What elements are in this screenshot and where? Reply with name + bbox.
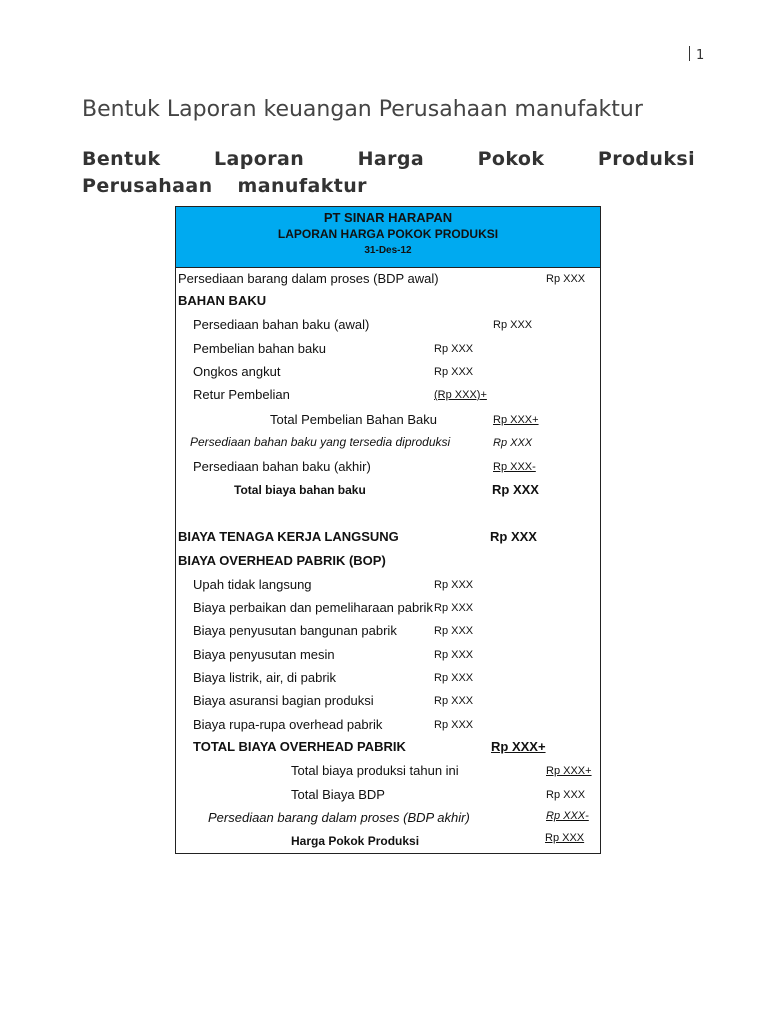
row-label: Persediaan barang dalam proses (BDP awal) [178,271,439,286]
row-label: Biaya listrik, air, di pabrik [193,670,337,685]
row-value: Rp XXX [434,602,474,614]
row-value: Rp XXX [434,579,474,591]
report-title: LAPORAN HARGA POKOK PRODUKSI [277,227,499,241]
row-label: BIAYA TENAGA KERJA LANGSUNG [178,529,399,544]
row-value: Rp XXX+ [491,739,546,754]
row-value: Rp XXX+ [493,414,539,426]
row-label: Biaya perbaikan dan pemeliharaan pabrik [193,600,433,615]
row-value: (Rp XXX)+ [434,389,487,401]
row-label: Biaya penyusutan bangunan pabrik [193,623,397,638]
row-label: Biaya rupa-rupa overhead pabrik [193,717,383,732]
page-number: 1 [689,46,704,63]
row-label: TOTAL BIAYA OVERHEAD PABRIK [193,739,406,754]
row-label: Biaya asuransi bagian produksi [193,693,374,708]
row-value: Rp XXX+ [546,765,592,777]
row-value: Rp XXX [490,529,537,544]
row-label: Retur Pembelian [193,387,290,402]
row-label: Total biaya bahan baku [234,483,366,497]
row-value: Rp XXX [434,672,474,684]
row-value: Rp XXX [434,366,474,378]
row-value: Rp XXX [434,625,474,637]
row-label: Harga Pokok Produksi [291,834,420,848]
row-label: Persediaan bahan baku yang tersedia diproduksi [190,435,451,449]
row-value: Rp XXX [492,482,539,497]
row-value: Rp XXX [493,319,533,331]
row-label: BAHAN BAKU [178,293,267,308]
section-heading: Bentuk Laporan Harga Pokok Produksi Perusahaan manufaktur [82,148,695,197]
row-value: Rp XXX- [546,810,589,822]
row-label: Biaya penyusutan mesin [193,647,335,662]
report-header [176,207,600,268]
document-heading: Bentuk Laporan keuangan Perusahaan manufaktur [82,97,643,122]
row-value: Rp XXX [546,789,586,801]
row-value: Rp XXX [545,832,585,844]
row-label: BIAYA OVERHEAD PABRIK (BOP) [178,553,386,568]
row-label: Persediaan barang dalam proses (BDP akhir) [208,810,470,825]
row-value: Rp XXX [434,343,474,355]
row-value: Rp XXX [493,437,533,449]
company-name: PT SINAR HARAPAN [323,210,453,225]
row-value: Rp XXX [434,695,474,707]
row-value: Rp XXX- [493,461,536,473]
row-label: Persediaan bahan baku (akhir) [193,459,371,474]
row-label: Total biaya produksi tahun ini [291,763,459,778]
row-label: Ongkos angkut [193,364,281,379]
row-label: Persediaan bahan baku (awal) [193,317,370,332]
row-value: Rp XXX [434,649,474,661]
row-label: Upah tidak langsung [193,577,312,592]
row-value: Rp XXX [434,719,474,731]
row-label: Total Biaya BDP [291,787,385,802]
row-label: Pembelian bahan baku [193,341,326,356]
report-date: 31-Des-12 [364,245,412,256]
cost-of-production-report [175,206,601,854]
row-label: Total Pembelian Bahan Baku [270,412,437,427]
row-value: Rp XXX [546,273,586,285]
